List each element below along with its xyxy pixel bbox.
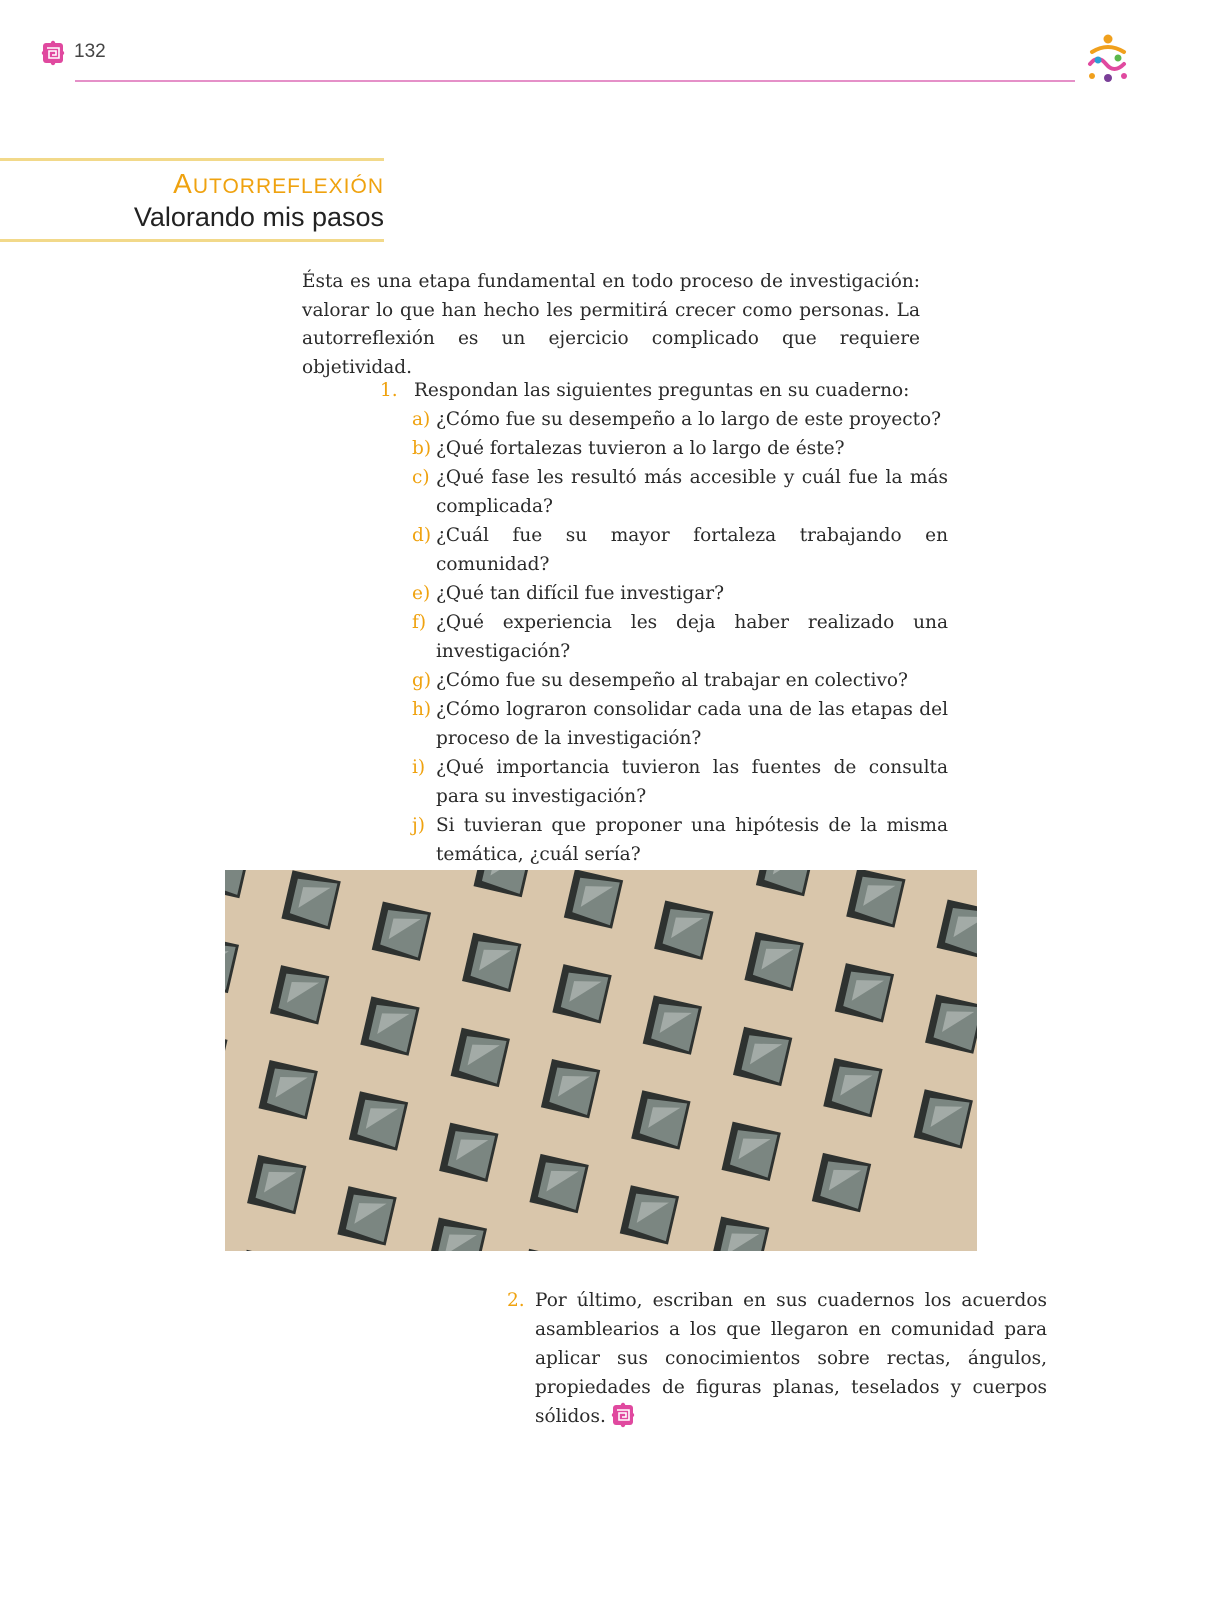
question-letter: f)	[412, 612, 427, 633]
page-header	[0, 0, 1214, 90]
question-text: ¿Cuál fue su mayor fortaleza trabajando en comunidad?	[436, 525, 948, 575]
section-kicker	[173, 168, 384, 200]
list-item	[412, 695, 952, 753]
activity-instruction: Respondan las siguientes preguntas en su cuaderno:	[414, 380, 910, 401]
list-item	[412, 579, 952, 608]
question-letter: i)	[412, 757, 426, 778]
header-rule	[75, 80, 1075, 82]
question-text: ¿Qué experiencia les deja haber realizado una investigación?	[436, 612, 948, 662]
section-title: Valorando mis pasos	[133, 202, 384, 232]
question-letter: g)	[412, 670, 432, 691]
question-text: ¿Qué tan difícil fue investigar?	[436, 583, 724, 604]
facade-pattern	[225, 870, 977, 1251]
colorful-figure-logo-icon	[1080, 30, 1136, 86]
question-text: Si tuvieran que proponer una hipótesis de la misma temática, ¿cuál sería?	[436, 815, 948, 865]
list-item	[412, 405, 952, 434]
building-facade-photo	[225, 870, 977, 1251]
list-item	[412, 463, 952, 521]
question-text: ¿Cómo fue su desempeño a lo largo de este proyecto?	[436, 409, 942, 430]
activity-number: 2.	[507, 1290, 525, 1311]
question-list	[412, 405, 952, 869]
list-item	[412, 608, 952, 666]
question-text: ¿Cómo lograron consolidar cada una de las etapas del proceso de la investigación?	[436, 699, 948, 749]
section-kicker-initial: A	[173, 168, 193, 199]
intro-paragraph: Ésta es una etapa fundamental en todo proceso de investigación: valorar lo que han hecho les permitirá crecer como personas. La autorreflexión es un ejercicio complicado que requiere objetividad.	[302, 271, 920, 378]
question-letter: j)	[412, 815, 425, 836]
question-letter: h)	[412, 699, 432, 720]
question-text: ¿Cómo fue su desempeño al trabajar en colectivo?	[436, 670, 908, 691]
list-item	[412, 434, 952, 463]
question-text: ¿Qué fase les resultó más accesible y cuál fue la más complicada?	[436, 467, 948, 517]
section-rule-bottom	[0, 239, 384, 242]
activity-2-text: Por último, escriban en sus cuadernos los acuerdos asamblearios a los que llegaron en comunidad para aplicar sus conocimientos sobre rectas, ángulos, propiedades de figuras planas, teselados y cuerpos sólidos.	[535, 1290, 1047, 1427]
list-item	[412, 753, 952, 811]
section-rule-top	[0, 158, 384, 161]
list-item	[412, 521, 952, 579]
question-text: ¿Qué importancia tuvieron las fuentes de consulta para su investigación?	[436, 757, 948, 807]
question-letter: d)	[412, 525, 432, 546]
magenta-ornament-icon	[610, 1402, 636, 1428]
question-letter: c)	[412, 467, 430, 488]
question-letter: b)	[412, 438, 432, 459]
activity-instruction	[535, 1286, 1047, 1431]
question-letter: a)	[412, 409, 431, 430]
question-letter: e)	[412, 583, 431, 604]
question-text: ¿Qué fortalezas tuvieron a lo largo de éste?	[436, 438, 845, 459]
section-heading	[0, 158, 384, 242]
list-item	[412, 811, 952, 869]
magenta-ornament-icon	[40, 40, 66, 66]
section-kicker-rest: UTORREFLEXIÓN	[192, 175, 384, 198]
list-item	[412, 666, 952, 695]
page-number: 132	[74, 41, 106, 62]
activity-number: 1.	[380, 380, 398, 401]
